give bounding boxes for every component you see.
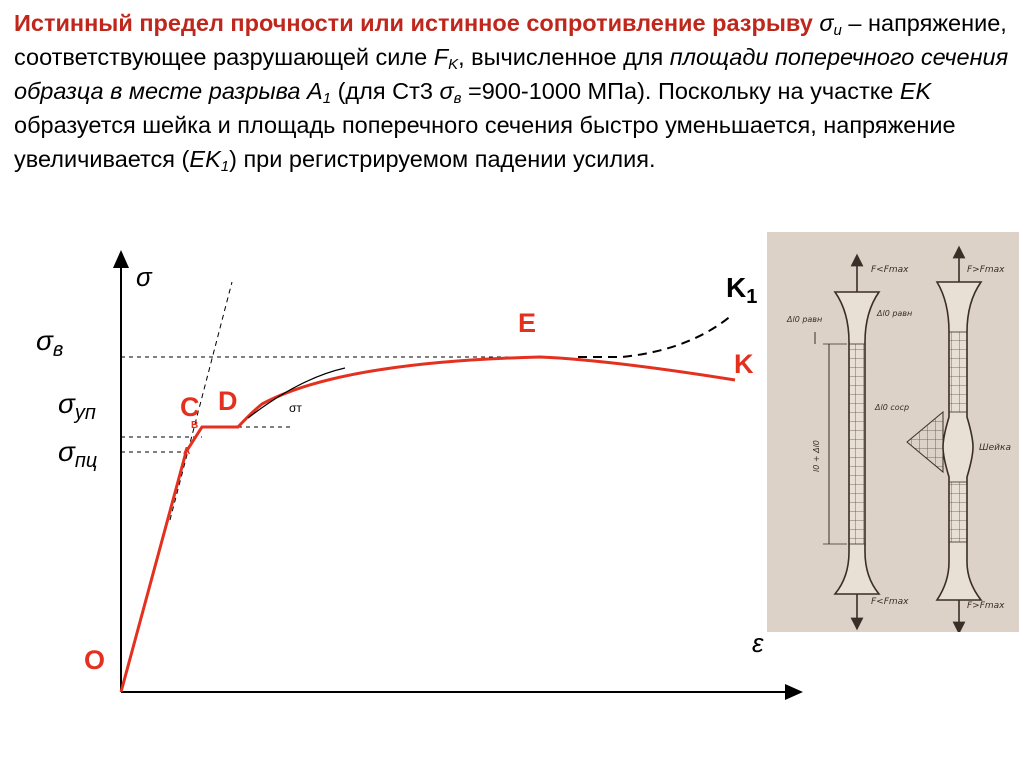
photo-label-left-bottom: F<Fmax xyxy=(871,597,909,607)
specimen-photo xyxy=(767,232,1019,632)
point-o-label: O xyxy=(84,645,106,675)
photo-label-right-top: F>Fmax xyxy=(967,265,1005,275)
photo-label-left-top: F<Fmax xyxy=(871,265,909,275)
point-k-label: K xyxy=(734,349,754,379)
point-a-label: A xyxy=(183,446,191,457)
true-stress-curve-k1 xyxy=(578,315,732,357)
a1-symbol: $A_1$ xyxy=(307,78,332,107)
specimen-drawing xyxy=(767,232,1019,632)
point-k1-label: $K_1$ xyxy=(726,272,758,308)
photo-label-dl-ravn: Δl0 равн xyxy=(787,315,823,324)
ek1-symbol: $EK_1$ xyxy=(189,146,230,175)
stress-strain-curve xyxy=(121,357,735,692)
point-b-label: B xyxy=(191,420,199,431)
sigma-v-symbol: $\sigma_в$ xyxy=(439,78,462,107)
sigma-t-label: σт xyxy=(289,401,302,415)
sigma-up-label: $\sigma_{уп}$ xyxy=(58,388,96,424)
f-k-symbol: $F_K$ xyxy=(433,44,459,73)
definition-paragraph: Истинный предел прочности или истинное сопротивление разрыву $\sigma_и$ – напряжение, соответствующее разрушающей силе $F_K$, вычисленное для площади поперечного сечения образца в месте разрыва $A_1$ (для Ст3 $\sigma_в =900-1000$ МПа). Поскольку на участке EK образуется шейка и площадь поперечного сечения быстро уменьшается, напряжение увеличивается $(EK_1)$ при регистрируемом падении усилия. xyxy=(14,10,1009,175)
photo-label-dl-sosr: Δl0 соср xyxy=(875,403,910,412)
photo-label-dl-ravn-2: Δl0 равн xyxy=(877,309,913,318)
term-title: Истинный предел прочности или истинное сопротивление разрыву xyxy=(14,10,813,36)
photo-label-right-bottom: F>Fmax xyxy=(967,601,1005,611)
point-e-label: E xyxy=(518,308,537,338)
photo-label-lo-dlo: l0 + Δl0 xyxy=(812,440,821,472)
sigma-i-symbol: $\sigma_и$ xyxy=(819,10,842,39)
sigma-pc-label: $\sigma_{пц}$ xyxy=(58,436,98,472)
sigma-v-label: $\sigma_в$ xyxy=(36,325,64,361)
point-c-label: C xyxy=(180,392,200,422)
sigma-axis-label: σ xyxy=(136,262,152,292)
point-d-label: D xyxy=(218,386,238,416)
photo-label-sheika: Шейка xyxy=(979,443,1011,453)
epsilon-axis-label: ε xyxy=(752,628,764,658)
